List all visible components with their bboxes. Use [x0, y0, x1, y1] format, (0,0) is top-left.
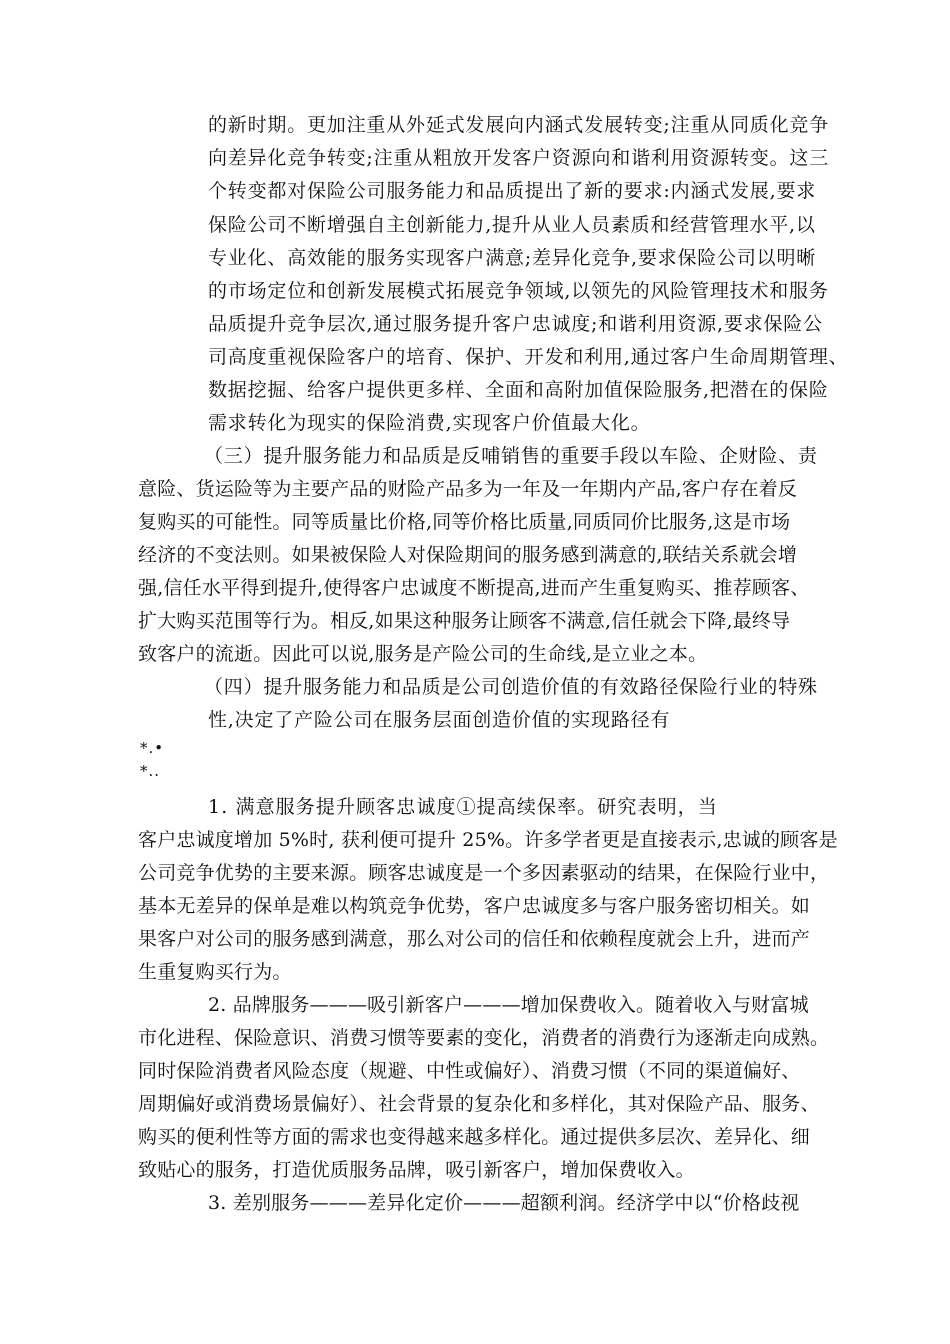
item-first-line: 1. 满意服务提升顾客忠诚度①提高续保率。研究表明，当 — [208, 796, 718, 818]
text-line: 市化进程、保险意识、消费习惯等要素的变化，消费者的消费行为逐渐走向成熟。 — [138, 1027, 830, 1049]
section-heading: （三）提升服务能力和品质是反哺销售的重要手段以车险、企财险、责 — [204, 445, 818, 467]
text-line: 向差异化竞争转变;注重从粗放开发客户资源向和谐利用资源转变。这三 — [208, 147, 830, 169]
item-first-line: 2. 品牌服务———吸引新客户———增加保费收入。随着收入与财富城 — [208, 994, 809, 1016]
text-line: 经济的不变法则。如果被保险人对保险期间的服务感到满意的,联结关系就会增 — [138, 544, 798, 566]
stray-mark: *.. — [140, 762, 161, 780]
text-line: 司高度重视保险客户的培育、保护、开发和利用,通过客户生命周期管理、 — [208, 346, 849, 368]
text-line: 专业化、高效能的服务实现客户满意;差异化竞争,要求保险公司以明晰 — [208, 247, 817, 269]
text-line: 复购买的可能性。同等质量比价格,同等价格比质量,同质同价比服务,这是市场 — [138, 511, 791, 533]
text-line: 的新时期。更加注重从外延式发展向内涵式发展转变;注重从同质化竞争 — [208, 114, 830, 136]
text-line: 的市场定位和创新发展模式拓展竞争领域,以领先的风险管理技术和服务 — [208, 280, 829, 302]
item-first-line: 3. 差别服务———差异化定价———超额利润。经济学中以“价格歧视 — [208, 1192, 800, 1214]
stray-mark: *.• — [140, 739, 165, 757]
text-line: 保险公司不断增强自主创新能力,提升从业人员素质和经营管理水平,以 — [208, 214, 816, 236]
text-line: 公司竞争优势的主要来源。顾客忠诚度是一个多因素驱动的结果，在保险行业中， — [138, 862, 830, 884]
text-line: 致客户的流逝。因此可以说,服务是产险公司的生命线,是立业之本。 — [138, 643, 708, 665]
text-line: 个转变都对保险公司服务能力和品质提出了新的要求:内涵式发展,要求 — [208, 180, 817, 202]
text-line: 品质提升竞争层次,通过服务提升客户忠诚度;和谐利用资源,要求保险公 — [208, 313, 823, 335]
text-line: 生重复购买行为。 — [138, 961, 292, 983]
text-line: 强,信任水平得到提升,使得客户忠诚度不断提高,进而产生重复购买、推荐顾客、 — [138, 577, 810, 599]
text-line: 果客户对公司的服务感到满意，那么对公司的信任和依赖程度就会上升，进而产 — [138, 928, 811, 950]
text-line: 需求转化为现实的保险消费,实现客户价值最大化。 — [208, 412, 651, 434]
text-line: 数据挖掘、给客户提供更多样、全面和高附加值保险服务,把潜在的保险 — [208, 379, 829, 401]
text-line: 扩大购买范围等行为。相反,如果这种服务让顾客不满意,信任就会下降,最终导 — [138, 610, 791, 632]
section-heading: （四）提升服务能力和品质是公司创造价值的有效路径保险行业的特殊 — [204, 676, 818, 698]
text-line: 客户忠诚度增加 5%时, 获利便可提升 25%。许多学者更是直接表示,忠诚的顾客是 — [138, 829, 838, 851]
text-line: 周期偏好或消费场景偏好）、社会背景的复杂化和多样化，其对保险产品、服务、 — [138, 1093, 820, 1115]
text-line: 基本无差异的保单是难以构筑竞争优势，客户忠诚度多与客户服务密切相关。如 — [138, 895, 811, 917]
text-line: 同时保险消费者风险态度（规避、中性或偏好）、消费习惯（不同的渠道偏好、 — [138, 1060, 801, 1082]
text-line: 致贴心的服务，打造优质服务品牌，吸引新客户，增加保费收入。 — [138, 1159, 695, 1181]
text-line: 性,决定了产险公司在服务层面创造价值的实现路径有 — [208, 709, 671, 731]
text-line: 购买的便利性等方面的需求也变得越来越多样化。通过提供多层次、差异化、细 — [138, 1126, 811, 1148]
text-line: 意险、货运险等为主要产品的财险产品多为一年及一年期内产品,客户存在着反 — [138, 478, 798, 500]
